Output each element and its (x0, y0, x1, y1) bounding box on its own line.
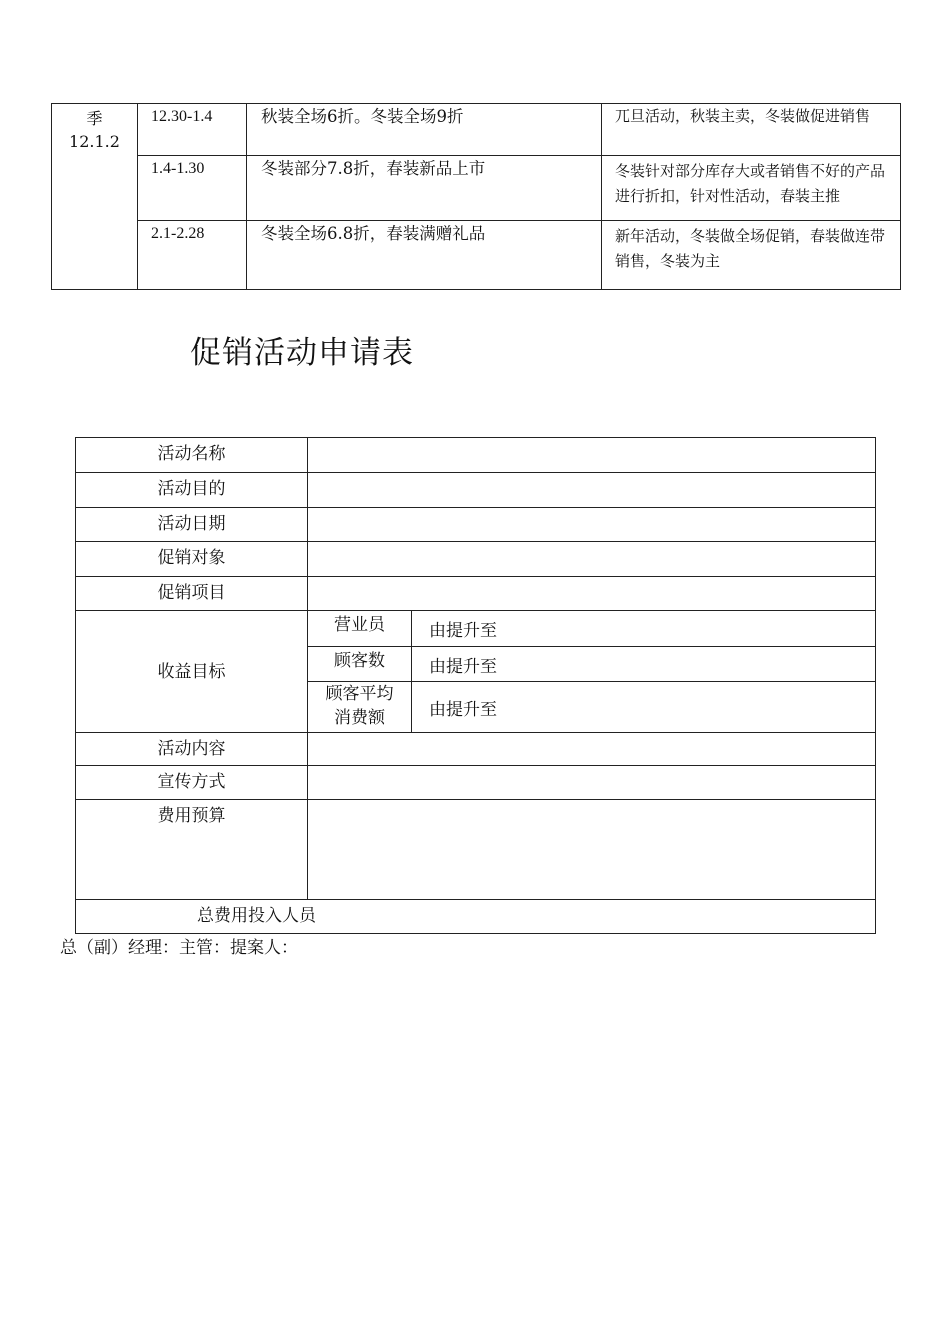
publicity-method-label: 宣传方式 (76, 766, 308, 800)
table-row (52, 221, 901, 290)
activity-name-field[interactable] (308, 438, 876, 473)
budget-label: 费用预算 (76, 800, 308, 900)
activity-content-field[interactable] (308, 733, 876, 766)
note-cell (602, 156, 901, 221)
table-row (76, 577, 876, 611)
note-text: 冬装针对部分库存大或者销售不好的产品进行折扣，针对性活动，春装主推 (615, 162, 886, 205)
season-date: 12.1.2 (69, 132, 120, 151)
activity-date-label: 活动日期 (76, 508, 308, 542)
promotion-items-field[interactable] (308, 577, 876, 611)
signature-line: 总（副）经理：主管：提案人： (60, 938, 298, 958)
table-row (52, 156, 901, 221)
activity-name-label: 活动名称 (76, 438, 308, 473)
revenue-goal-label: 收益目标 (76, 611, 308, 733)
activity-content-label: 活动内容 (76, 733, 308, 766)
note-cell (602, 104, 901, 156)
promotion-schedule-table (51, 103, 901, 290)
total-cost-personnel-label: 总费用投入人员 (76, 900, 876, 934)
period-cell: 2.1-2.28 (138, 221, 247, 290)
customer-count-value-field[interactable]: 由提升至 (412, 647, 876, 682)
note-cell (602, 221, 901, 290)
avg-spend-value-field[interactable]: 由提升至 (412, 682, 876, 733)
season-label: 季 (86, 109, 103, 128)
budget-field[interactable] (308, 800, 876, 900)
note-text: 新年活动，冬装做全场促销，春装做连带销售，冬装为主 (615, 227, 886, 270)
note-text: 兀旦活动，秋装主卖，冬装做促进销售 (615, 107, 871, 125)
avg-spend-label: 顾客平均消费额 (308, 682, 412, 733)
customer-count-label: 顾客数 (308, 647, 412, 682)
promotion-application-form (75, 437, 876, 934)
table-row (52, 104, 901, 156)
table-row (76, 438, 876, 473)
promotion-cell: 冬装全场6.8折，春装满赠礼品 (247, 221, 602, 290)
table-row (76, 611, 876, 647)
table-row (76, 900, 876, 934)
table-row (76, 766, 876, 800)
publicity-method-field[interactable] (308, 766, 876, 800)
promotion-target-field[interactable] (308, 542, 876, 577)
table-row (76, 800, 876, 900)
activity-purpose-label: 活动目的 (76, 473, 308, 508)
salesperson-value-field[interactable]: 由提升至 (412, 611, 876, 647)
table-row (76, 473, 876, 508)
promotion-target-label: 促销对象 (76, 542, 308, 577)
salesperson-label: 营业员 (308, 611, 412, 647)
period-cell: 1.4-1.30 (138, 156, 247, 221)
table-row (76, 733, 876, 766)
table-row (76, 542, 876, 577)
page-title: 促销活动申请表 (190, 335, 414, 371)
promotion-cell: 秋装全场6折。冬装全场9折 (247, 104, 602, 156)
table-row (76, 508, 876, 542)
activity-date-field[interactable] (308, 508, 876, 542)
promotion-cell: 冬装部分7.8折，春装新品上市 (247, 156, 602, 221)
activity-purpose-field[interactable] (308, 473, 876, 508)
promotion-items-label: 促销项目 (76, 577, 308, 611)
period-cell: 12.30-1.4 (138, 104, 247, 156)
season-cell (52, 104, 138, 290)
